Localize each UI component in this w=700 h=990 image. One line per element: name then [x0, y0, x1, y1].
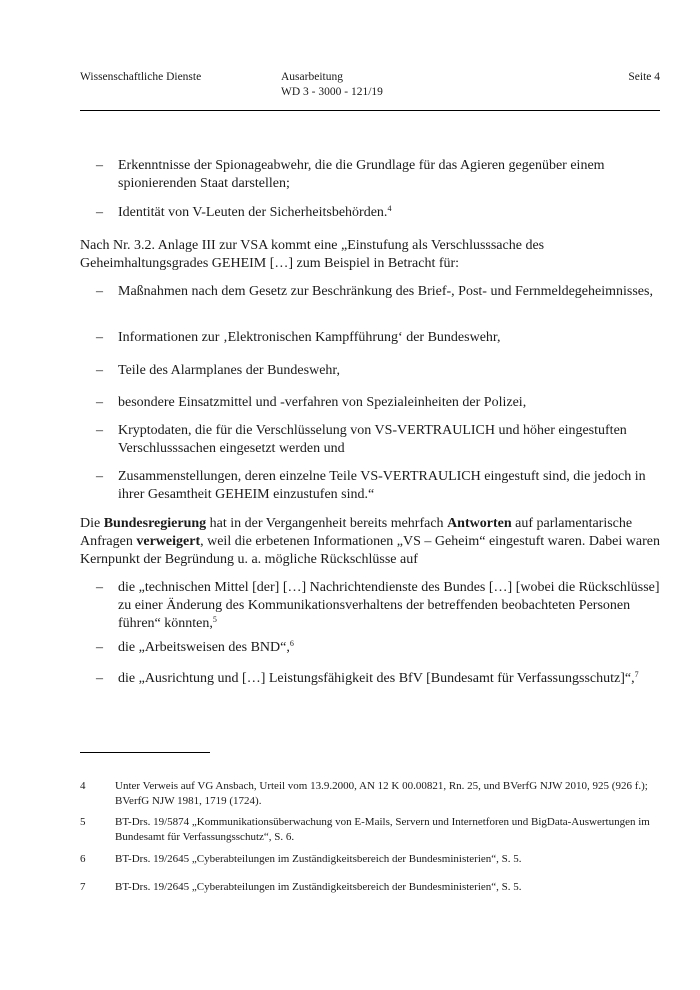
- para-text: Die: [80, 516, 104, 531]
- list-item: [96, 468, 660, 504]
- list-item-text: Teile des Alarmplanes der Bundeswehr,: [118, 363, 341, 378]
- list-dash: –: [96, 640, 103, 655]
- footnote-ref[interactable]: 4: [387, 204, 392, 213]
- list-dash: –: [96, 284, 103, 299]
- footnote-text: BT-Drs. 19/5874 „Kommunikationsüberwachung von E-Mails, Servern und Internetforen und BigData-Auswertungen im Bundesamt für Verfassungsschutz“, S. 6.: [115, 816, 650, 843]
- list-item: [96, 639, 660, 657]
- list-dash: –: [96, 580, 103, 595]
- footnote: [80, 815, 660, 845]
- list-item: [96, 422, 660, 458]
- header-org: Wissenschaftliche Dienste: [80, 71, 202, 83]
- footnote-ref[interactable]: 6: [289, 639, 294, 648]
- list-item: [96, 329, 660, 347]
- paragraph: [80, 515, 660, 569]
- list-item: [96, 283, 660, 301]
- footnote-text: Unter Verweis auf VG Ansbach, Urteil vom 13.9.2000, AN 12 K 00.00821, Rn. 25, und BVerfG NJW 2010, 925 (926 f.); BVerfG NJW 1981, 1719 (1724).: [115, 780, 648, 807]
- header-doctype: Ausarbeitung: [281, 71, 343, 83]
- list-item: [96, 204, 660, 222]
- footnote-number: 7: [80, 881, 86, 893]
- list-item: [96, 579, 660, 633]
- list-item-text: Kryptodaten, die für die Verschlüsselung von VS-VERTRAULICH und höher eingestuften Verschlusssachen eingesetzt werden und: [118, 423, 627, 456]
- footnote-ref[interactable]: 7: [634, 670, 639, 679]
- list-dash: –: [96, 395, 103, 410]
- header-docnum: WD 3 - 3000 - 121/19: [281, 86, 383, 98]
- paragraph: Nach Nr. 3.2. Anlage III zur VSA kommt eine „Einstufung als Verschlusssache des Geheimhaltungsgrades GEHEIM […] zum Beispiel in Betracht für:: [80, 238, 545, 271]
- footnote-number: 4: [80, 780, 86, 792]
- para-bold: verweigert: [136, 534, 201, 549]
- header-doc-info: [281, 70, 383, 100]
- footnote-number: 6: [80, 853, 86, 865]
- list-dash: –: [96, 423, 103, 438]
- list-item-text: Maßnahmen nach dem Gesetz zur Beschränkung des Brief-, Post- und Fernmeldegeheimnisses,: [118, 284, 653, 299]
- list-item: [96, 394, 660, 412]
- para-bold: Bundesregierung: [103, 516, 207, 531]
- footnote-ref[interactable]: 5: [212, 615, 217, 624]
- list-item-text: die „technischen Mittel [der] […] Nachrichtendienste des Bundes […] [wobei die Rückschlüsse] zu einer Änderung des Kommunikationsverhaltens der betreffenden beobachteten Personen führen“ könnten,: [118, 580, 660, 631]
- list-dash: –: [96, 469, 103, 484]
- para-bold: Antworten: [447, 516, 512, 531]
- list-item-text: Erkenntnisse der Spionageabwehr, die die Grundlage für das Agieren gegenüber einem spionierenden Staat darstellen;: [118, 158, 605, 191]
- list-item: [96, 157, 660, 193]
- para-text: auf parlamentarische Anfragen: [80, 516, 633, 549]
- footnote: [80, 852, 660, 867]
- list-item-text: Zusammenstellungen, deren einzelne Teile VS-VERTRAULICH eingestuft sind, die jedoch in ihrer Gesamtheit GEHEIM einzustufen sind.“: [118, 469, 646, 502]
- list-item: [96, 670, 660, 688]
- para-text: hat in der Vergangenheit bereits mehrfach: [206, 516, 448, 531]
- footnote: [80, 880, 660, 895]
- list-dash: –: [96, 363, 103, 378]
- list-item: [96, 362, 660, 380]
- footnote-text: BT-Drs. 19/2645 „Cyberabteilungen im Zuständigkeitsbereich der Bundesministerien“, S. 5.: [115, 881, 522, 893]
- footnote-text: BT-Drs. 19/2645 „Cyberabteilungen im Zuständigkeitsbereich der Bundesministerien“, S. 5.: [115, 853, 522, 865]
- header-page-number: Seite 4: [628, 71, 660, 83]
- list-dash: –: [96, 671, 103, 686]
- footnote-separator: [80, 752, 210, 753]
- list-item-text: die „Arbeitsweisen des BND“,: [118, 640, 290, 655]
- para-text: , weil die erbetenen Informationen „VS – Geheim“ eingestuft waren. Dabei waren Kernpunkt der Begründung u. a. mögliche Rückschlüsse auf: [80, 534, 660, 567]
- list-dash: –: [96, 205, 103, 220]
- list-dash: –: [96, 158, 103, 173]
- list-item-text: die „Ausrichtung und […] Leistungsfähigkeit des BfV [Bundesamt für Verfassungsschutz]“,: [118, 671, 635, 686]
- list-item-text: Informationen zur ‚Elektronischen Kampfführung‘ der Bundeswehr,: [118, 330, 501, 345]
- list-item-text: besondere Einsatzmittel und -verfahren von Spezialeinheiten der Polizei,: [118, 395, 527, 410]
- list-dash: –: [96, 330, 103, 345]
- footnote-number: 5: [80, 816, 86, 828]
- list-item-text: Identität von V-Leuten der Sicherheitsbehörden.: [118, 205, 388, 220]
- header-rule: [80, 110, 660, 111]
- footnote: [80, 779, 660, 809]
